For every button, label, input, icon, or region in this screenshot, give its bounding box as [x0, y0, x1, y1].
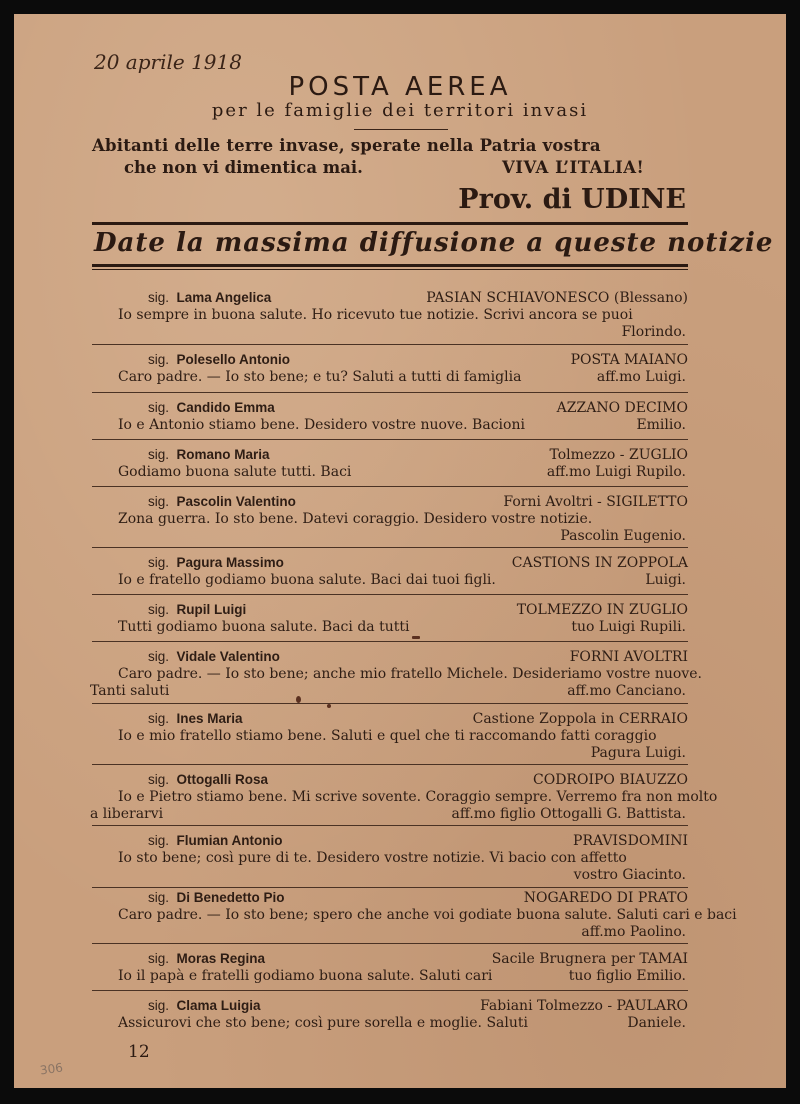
recipient-place: NOGAREDO DI PRATO: [523, 890, 688, 906]
message-text: Io e fratello godiamo buona salute. Baci dai tuoi figli.: [118, 572, 496, 588]
recipient-place: POSTA MAIANO: [570, 352, 688, 368]
headline-rule-top: [92, 222, 688, 225]
recipient: sig. Di Benedetto Pio: [148, 890, 285, 905]
ink-spot: [327, 704, 331, 708]
pencil-annotation: 306: [39, 1060, 64, 1078]
page-number: 12: [128, 1042, 150, 1062]
sender-signature: aff.mo Canciano.: [567, 683, 686, 699]
headline-rule-bottom: [92, 264, 688, 267]
entry-separator: [92, 990, 688, 991]
message-entry: [90, 951, 688, 987]
sender-signature: vostro Giacinto.: [573, 867, 686, 883]
message-entry: [90, 998, 688, 1034]
recipient-place: AZZANO DECIMO: [556, 400, 688, 416]
recipient-place: FORNI AVOLTRI: [569, 649, 688, 665]
sender-signature: tuo figlio Emilio.: [568, 968, 686, 984]
message-text-continued: Tanti saluti: [90, 683, 170, 699]
message-entry: [90, 890, 737, 942]
appeal-line-2: che non vi dimentica mai.: [124, 158, 363, 177]
recipient-place: Forni Avoltri - SIGILETTO: [503, 494, 688, 510]
entry-separator: [92, 486, 688, 487]
leaflet-subtitle: per le famiglie dei territori invasi: [211, 100, 589, 121]
sender-signature: Emilio.: [636, 417, 686, 433]
recipient: sig. Polesello Antonio: [148, 352, 291, 367]
message-text: Assicurovi che sto bene; così pure sorella e moglie. Saluti: [118, 1015, 528, 1031]
title-divider: [354, 129, 448, 130]
recipient-place: Castione Zoppola in CERRAIO: [472, 711, 688, 727]
message-entry: [90, 555, 688, 591]
recipient: sig. Lama Angelica: [148, 290, 272, 305]
recipient: sig. Rupil Luigi: [148, 602, 247, 617]
message-text: Zona guerra. Io sto bene. Datevi coraggio. Desidero vostre notizie.: [118, 511, 593, 527]
sender-signature: tuo Luigi Rupili.: [571, 619, 686, 635]
message-text: Io e mio fratello stiamo bene. Saluti e quel che ti raccomando fatti coraggio: [118, 728, 657, 744]
headline-rule-bottom-thin: [92, 269, 688, 270]
message-entry: [90, 400, 688, 436]
message-entry: [90, 833, 688, 885]
recipient-place: PASIAN SCHIAVONESCO (Blessano): [426, 290, 688, 306]
sender-signature: aff.mo Luigi.: [596, 369, 686, 385]
entry-separator: [92, 764, 688, 765]
leaflet-sheet: [14, 14, 786, 1088]
ink-spot: [412, 636, 420, 639]
message-entry: [90, 494, 688, 546]
entry-separator: [92, 887, 688, 888]
recipient-place: PRAVISDOMINI: [573, 833, 688, 849]
sender-signature: Pagura Luigi.: [590, 745, 686, 761]
appeal-viva-italia: VIVA L’ITALIA!: [502, 158, 645, 177]
message-text: Godiamo buona salute tutti. Baci: [118, 464, 352, 480]
message-entry: [90, 649, 702, 701]
message-text: Caro padre. — Io sto bene; spero che anche voi godiate buona salute. Saluti cari e baci: [118, 907, 737, 923]
message-entry: [90, 447, 688, 483]
recipient: sig. Candido Emma: [148, 400, 275, 415]
entry-separator: [92, 392, 688, 393]
message-entry: [90, 602, 688, 638]
message-text: Io e Antonio stiamo bene. Desidero vostre nuove. Bacioni: [118, 417, 525, 433]
entry-separator: [92, 943, 688, 944]
recipient: sig. Clama Luigia: [148, 998, 261, 1013]
recipient: sig. Ottogalli Rosa: [148, 772, 269, 787]
message-entry: [90, 290, 688, 342]
message-text: Io il papà e fratelli godiamo buona salute. Saluti cari: [118, 968, 493, 984]
leaflet-title: POSTA AEREA: [288, 72, 512, 102]
leaflet-date: 20 aprile 1918: [94, 50, 242, 74]
recipient-place: Sacile Brugnera per TAMAI: [491, 951, 688, 967]
ink-spot: [296, 696, 301, 703]
recipient-place: Tolmezzo - ZUGLIO: [549, 447, 688, 463]
recipient-place: CODROIPO BIAUZZO: [533, 772, 688, 788]
sender-signature: Luigi.: [645, 572, 686, 588]
recipient: sig. Romano Maria: [148, 447, 270, 462]
appeal-line-1: Abitanti delle terre invase, sperate nella Patria vostra: [92, 136, 601, 155]
sender-signature: aff.mo Paolino.: [581, 924, 686, 940]
entry-separator: [92, 641, 688, 642]
sender-signature: Pascolin Eugenio.: [560, 528, 686, 544]
message-entry: [90, 711, 688, 763]
recipient: sig. Pascolin Valentino: [148, 494, 296, 509]
recipient-place: CASTIONS IN ZOPPOLA: [511, 555, 688, 571]
entry-separator: [92, 825, 688, 826]
message-text: Caro padre. — Io sto bene; e tu? Saluti a tutti di famiglia: [118, 369, 522, 385]
sender-signature: Daniele.: [627, 1015, 686, 1031]
entry-separator: [92, 703, 688, 704]
message-text: Io e Pietro stiamo bene. Mi scrive sovente. Coraggio sempre. Verremo fra non molto: [118, 789, 718, 805]
sender-signature: aff.mo figlio Ottogalli G. Battista.: [451, 806, 686, 822]
entry-separator: [92, 547, 688, 548]
recipient: sig. Vidale Valentino: [148, 649, 280, 664]
headline: Date la massima diffusione a queste notizie: [94, 228, 774, 258]
entry-separator: [92, 439, 688, 440]
province-heading: Prov. di UDINE: [458, 184, 686, 215]
recipient: sig. Moras Regina: [148, 951, 266, 966]
message-entry: [90, 772, 718, 824]
message-text: Tutti godiamo buona salute. Baci da tutti: [118, 619, 410, 635]
message-entry: [90, 352, 688, 388]
message-text: Io sempre in buona salute. Ho ricevuto tue notizie. Scrivi ancora se puoi: [118, 307, 633, 323]
recipient: sig. Ines Maria: [148, 711, 243, 726]
entry-separator: [92, 344, 688, 345]
recipient: sig. Flumian Antonio: [148, 833, 283, 848]
message-text-continued: a liberarvi: [90, 806, 164, 822]
recipient-place: TOLMEZZO IN ZUGLIO: [516, 602, 688, 618]
entry-separator: [92, 594, 688, 595]
sender-signature: Florindo.: [621, 324, 686, 340]
message-text: Caro padre. — Io sto bene; anche mio fratello Michele. Desideriamo vostre nuove.: [118, 666, 702, 682]
sender-signature: aff.mo Luigi Rupilo.: [546, 464, 686, 480]
recipient-place: Fabiani Tolmezzo - PAULARO: [480, 998, 688, 1014]
recipient: sig. Pagura Massimo: [148, 555, 284, 570]
message-text: Io sto bene; così pure di te. Desidero vostre notizie. Vi bacio con affetto: [118, 850, 627, 866]
